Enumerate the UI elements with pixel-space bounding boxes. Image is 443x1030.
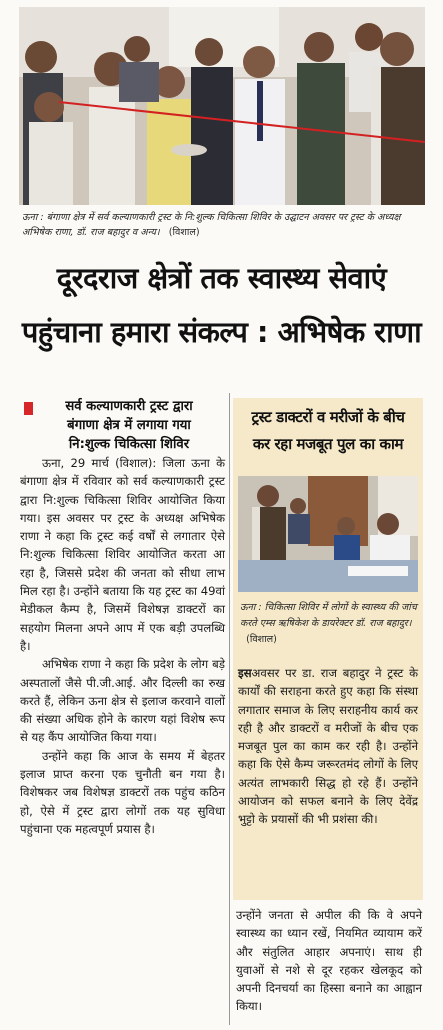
left-column-text xyxy=(20,454,225,838)
column-divider xyxy=(229,393,230,1025)
box-title-line-2: कर रहा मजबूत पुल का काम xyxy=(252,435,404,453)
ribbon-cutting-photo-icon xyxy=(19,7,425,205)
box-caption-credit: (विशाल) xyxy=(246,634,277,645)
paragraph-2: अभिषेक राणा ने कहा कि प्रदेश के लोग बड़े अस्पतालों जैसे पी.जी.आई. और दिल्ली का रुख करते हैं, लेकिन ऊना क्षेत्र से इलाज करवाने वालों की संख्या अधिक होने के कारण यहां विशेष रूप से यह कैंप आयोजित किया गया। xyxy=(20,657,225,745)
box-title-line-1: ट्रस्ट डाक्टरों व मरीजों के बीच xyxy=(251,408,405,426)
subhead-line-1: सर्व कल्याणकारी ट्रस्ट द्वारा xyxy=(65,399,193,414)
right-bottom-text xyxy=(236,906,422,1016)
box-paragraph-text: अवसर पर डा. राज बहादुर ने ट्रस्ट के कार्यों की सराहना करते हुए कहा कि संस्था लगातार समाज के लिए सराहनीय कार्य कर रही है और डाक्टरों व मरीजों के बीच एक मजबूत पुल का काम कर रही है। उन्होंने कहा कि ऐसे कैम्प जरूरतमंद लोगों के लिए अत्यंत लाभकारी सिद्ध हो रहे हैं। उन्होंने आयोजन को सफल बनाने के लिए देवेंद्र भुट्टो के प्रयासों की भी प्रशंसा की। xyxy=(238,666,418,827)
box-caption-text: ऊना : चिकित्सा शिविर में लोगों के स्वास्थ्य की जांच करते एम्स ऋषिकेश के डायरेक्टर डॉ. राज बहादुर। xyxy=(240,602,417,629)
box-body-text xyxy=(238,664,418,829)
paragraph-3: उन्होंने कहा कि आज के समय में बेहतर इलाज प्राप्त करना एक चुनौती बन गया है। विशेषकर जब विशेषज्ञ डाक्टरों तक पहुंच कठिन हो, ऐसे में ट्रस्ट द्वारा लोगों तक यह सुविधा पहुंचाना एक महत्वपूर्ण प्रयास है। xyxy=(20,748,225,836)
box-photo xyxy=(238,476,418,592)
box-lead-word: इस xyxy=(238,666,252,680)
top-photo-caption xyxy=(22,210,424,240)
doctor-checkup-photo-icon xyxy=(238,476,418,592)
subhead xyxy=(34,397,224,454)
caption-text: ऊना : बंगाणा क्षेत्र में सर्व कल्याणकारी ट्रस्ट के नि:शुल्क चिकित्सा शिविर के उद्घाटन अवसर पर ट्रस्ट के अध्यक्ष अभिषेक राणा, डॉ. राज बहादुर व अन्य। xyxy=(22,212,401,238)
right-bottom-paragraph: उन्होंने जनता से अपील की कि वे अपने स्वास्थ्य का ध्यान रखें, नियमित व्यायाम करें और संतुलित आहार अपनाएं। साथ ही युवाओं से नशे से दूर रहकर खेलकूद को अपनी दिनचर्या का हिस्सा बनाने का आह्वान किया। xyxy=(236,908,422,1014)
headline-line-1: दूरदराज क्षेत्रों तक स्वास्थ्य सेवाएं xyxy=(56,261,387,295)
top-photo xyxy=(19,7,425,205)
subhead-line-3: नि:शुल्क चिकित्सा शिविर xyxy=(68,437,190,452)
box-photo-caption xyxy=(240,600,420,648)
subhead-line-2: बंगाणा क्षेत्र में लगाया गया xyxy=(67,418,191,433)
caption-credit: (विशाल) xyxy=(168,227,200,238)
red-marker xyxy=(24,402,33,415)
box-paragraph xyxy=(238,664,418,829)
headline-line-2: पहुंचाना हमारा संकल्प : अभिषेक राणा xyxy=(21,315,422,349)
paragraph-1: ऊना, 29 मार्च (विशाल): जिला ऊना के बंगाणा क्षेत्र में रविवार को सर्व कल्याणकारी ट्रस्ट द्वारा नि:शुल्क चिकित्सा शिविर आयोजित किया गया। इस अवसर पर ट्रस्ट के अध्यक्ष अभिषेक राणा ने कहा कि ट्रस्ट कई वर्षों से लगातार ऐसे नि:शुल्क चिकित्सा शिविर आयोजित करता आ रहा है, जिससे प्रदेश की जनता को सीधा लाभ मिल रहा है। उन्होंने बताया कि यह ट्रस्ट का 49वां मेडीकल कैम्प है, जिसमें विशेषज्ञ डाक्टरों का सहयोग मिलना अपने आप में एक बड़ी उपलब्धि है। xyxy=(20,456,225,653)
